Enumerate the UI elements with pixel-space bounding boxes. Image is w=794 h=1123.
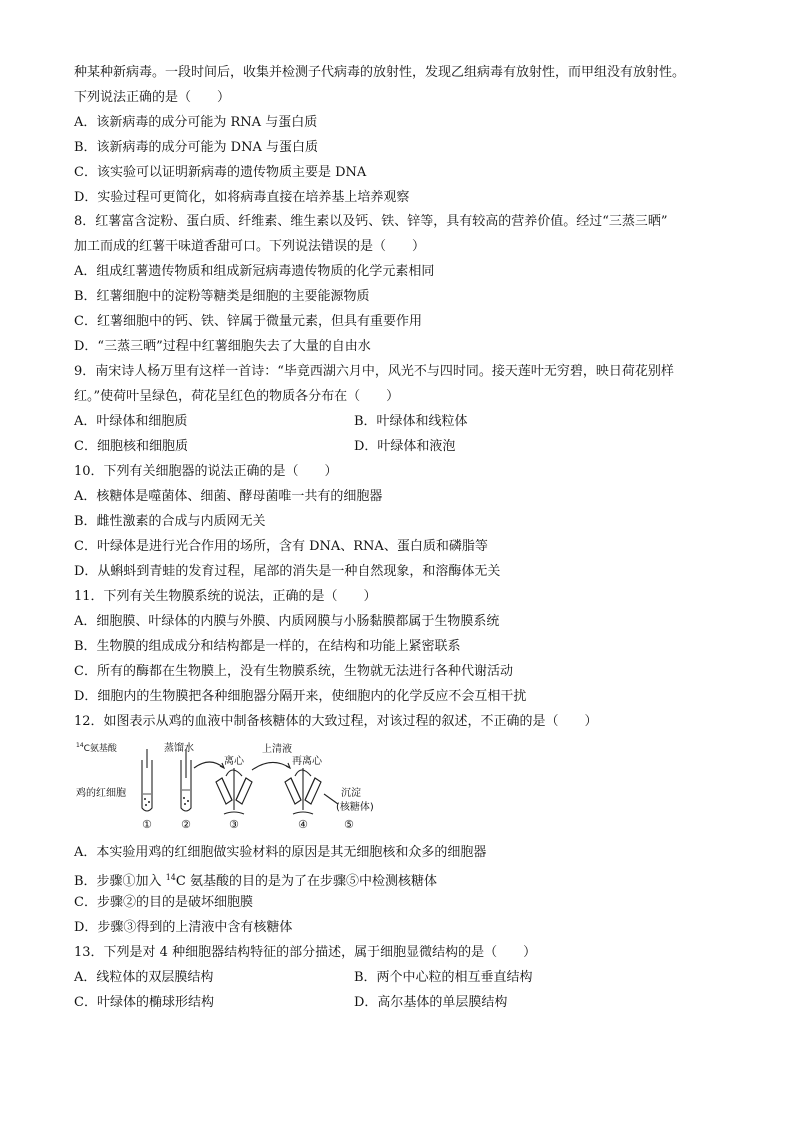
superscript-14-figure: 14: [76, 742, 84, 749]
question-8-option-d: D．“三蒸三晒”过程中红薯细胞失去了大量的自由水: [74, 339, 371, 354]
superscript-14: 14: [165, 873, 176, 882]
label-precipitate: 沉淀: [341, 788, 361, 799]
arrow-supernatant: [252, 762, 290, 770]
centrifuge-2: [285, 768, 321, 814]
question-12-option-d: D．步骤③得到的上清液中含有核糖体: [74, 920, 293, 935]
question-12-stem: 12．如图表示从鸡的血液中制备核糖体的大致过程，对该过程的叙述，不正确的是（ ）: [74, 714, 598, 729]
question-7-option-d: D．实验过程可更简化，如将病毒直接在培养基上培养观察: [74, 190, 410, 205]
svg-text:14C氨基酸: [76, 742, 118, 754]
question-11-option-a: A．细胞膜、叶绿体的内膜与外膜、内质网膜与小肠黏膜都属于生物膜系统: [74, 614, 500, 629]
question-9-option-b: B．叶绿体和线粒体: [354, 414, 468, 429]
question-12-option-c: C．步骤②的目的是破坏细胞膜: [74, 895, 253, 910]
step-3-label: ③: [229, 818, 239, 831]
question-11-option-c: C．所有的酶都在生物膜上，没有生物膜系统，生物就无法进行各种代谢活动: [74, 664, 513, 679]
question-11-option-d: D．细胞内的生物膜把各种细胞器分隔开来，使细胞内的化学反应不会互相干扰: [74, 689, 527, 704]
question-8-stem-line-1: 8．红薯富含淀粉、蛋白质、纤维素、维生素以及钙、铁、锌等，具有较高的营养价值。经过“三蒸三晒”: [74, 214, 668, 229]
question-9-option-c: C．细胞核和细胞质: [74, 439, 188, 454]
label-ribosome: (核糖体): [336, 802, 374, 813]
question-13-option-a: A．线粒体的双层膜结构: [74, 970, 214, 985]
question-10-option-c: C．叶绿体是进行光合作用的场所，含有 DNA、RNA、蛋白质和磷脂等: [74, 539, 488, 554]
ribosome-preparation-figure: [76, 738, 376, 834]
label-chicken-red-blood-cells: 鸡的红细胞: [76, 788, 126, 799]
question-9-option-d: D．叶绿体和液泡: [354, 439, 456, 454]
label-centrifuge: 离心: [224, 756, 244, 767]
question-13-option-c: C．叶绿体的椭球形结构: [74, 995, 214, 1010]
label-amino-acid: C氨基酸: [83, 744, 117, 754]
question-10-option-a: A．核糖体是噬菌体、细菌、酵母菌唯一共有的细胞器: [74, 489, 383, 504]
step-2-label: ②: [181, 818, 191, 831]
step-4-label: ④: [298, 818, 308, 831]
label-recentrifuge: 再离心: [292, 756, 322, 767]
question-7-option-c: C．该实验可以证明新病毒的遗传物质主要是 DNA: [74, 165, 367, 180]
question-13-stem: 13．下列是对 4 种细胞器结构特征的部分描述，属于细胞显微结构的是（ ）: [74, 945, 537, 960]
question-12-option-b: [74, 869, 437, 891]
question-8-stem-line-2: 加工而成的红薯干味道香甜可口。下列说法错误的是（ ）: [74, 239, 426, 254]
arrow-to-centrifuge: [194, 762, 224, 768]
centrifuge-1: [216, 768, 252, 814]
question-10-stem: 10．下列有关细胞器的说法正确的是（ ）: [74, 464, 338, 479]
question-11-option-b: B．生物膜的组成成分和结构都是一样的，在结构和功能上紧密联系: [74, 639, 461, 654]
question-12-option-a: A．本实验用鸡的红细胞做实验材料的原因是其无细胞核和众多的细胞器: [74, 845, 487, 860]
question-9-option-a: A．叶绿体和细胞质: [74, 414, 188, 429]
question-12-option-b-suffix: C 氨基酸的目的是为了在步骤⑤中检测核糖体: [175, 874, 437, 889]
question-8-option-a: A．组成红薯遗传物质和组成新冠病毒遗传物质的化学元素相同: [74, 264, 435, 279]
question-8-option-b: B．红薯细胞中的淀粉等糖类是细胞的主要能源物质: [74, 289, 370, 304]
question-13-option-b: B．两个中心粒的相互垂直结构: [354, 970, 533, 985]
question-10-option-b: B．雌性激素的合成与内质网无关: [74, 514, 266, 529]
question-7-stem-line-1: 种某种新病毒。一段时间后，收集并检测子代病毒的放射性，发现乙组病毒有放射性，而甲组没有放射性。: [74, 65, 686, 80]
question-10-option-d: D．从蝌蚪到青蛙的发育过程，尾部的消失是一种自然现象，和溶酶体无关: [74, 564, 501, 579]
question-9-stem-line-1: 9．南宋诗人杨万里有这样一首诗：“毕竟西湖六月中，风光不与四时同。接天莲叶无穷碧，映日荷花别样: [74, 364, 674, 379]
question-11-stem: 11．下列有关生物膜系统的说法，正确的是（ ）: [74, 589, 377, 604]
step-1-label: ①: [142, 818, 152, 831]
label-distilled-water: 蒸馏水: [164, 743, 194, 754]
question-8-option-c: C．红薯细胞中的钙、铁、锌属于微量元素，但具有重要作用: [74, 314, 422, 329]
question-7-stem-line-2: 下列说法正确的是（ ）: [74, 90, 231, 105]
question-13-option-d: D．高尔基体的单层膜结构: [354, 995, 508, 1010]
step-5-label: ⑤: [344, 818, 354, 831]
question-12-option-b-prefix: B．步骤①加入: [74, 874, 166, 889]
label-supernatant: 上清液: [262, 744, 292, 755]
question-9-stem-line-2: 红。”使荷叶呈绿色，荷花呈红色的物质各分布在（ ）: [74, 389, 400, 404]
question-7-option-a: A．该新病毒的成分可能为 RNA 与蛋白质: [74, 115, 318, 130]
question-7-option-b: B．该新病毒的成分可能为 DNA 与蛋白质: [74, 140, 319, 155]
